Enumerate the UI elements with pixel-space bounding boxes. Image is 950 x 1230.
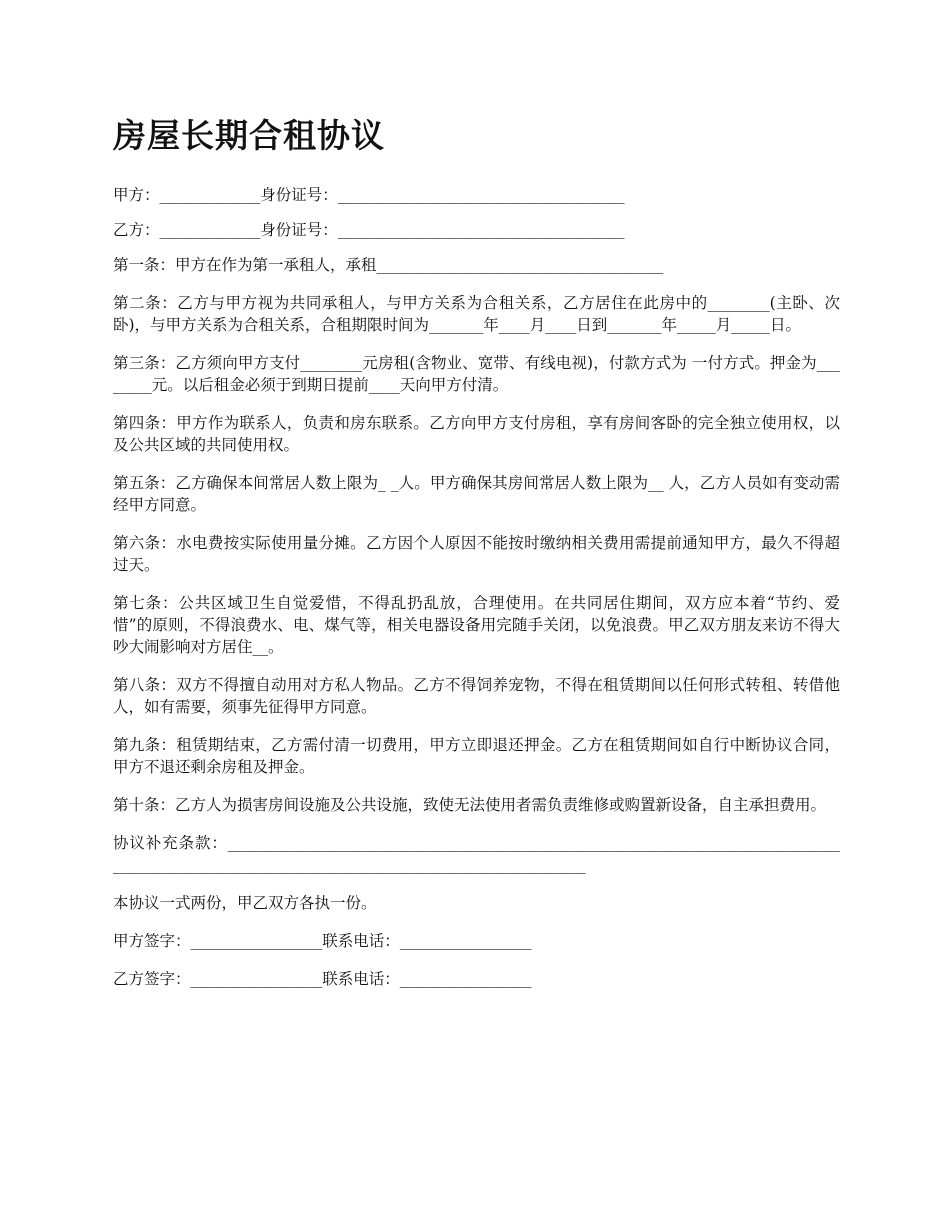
document-title: 房屋长期合租协议 (113, 116, 385, 155)
party-b-signature-line: 乙方签字：_________________联系电话：_________________ (113, 970, 532, 988)
clause-10: 第十条：乙方人为损害房间设施及公共设施，致使无法使用者需负责维修或购置新设备，自主承担费用。 (113, 796, 827, 814)
clause-3: 第三条：乙方须向甲方支付________元房租(含物业、宽带、有线电视)，付款方式为 一付方式。押金为________元。以后租金必须于到期日提前____天向甲方付清。 (113, 354, 840, 394)
party-a-line: 甲方：_____________身份证号：_____________________________________ (113, 186, 625, 204)
clause-9: 第九条：租赁期结束，乙方需付清一切费用，甲方立即退还押金。乙方在租赁期间如自行中断协议合同，甲方不退还剩余房租及押金。 (113, 736, 840, 776)
supplementary-terms: 协议补充条款：____________________________________________________________________________________________________________________________________________ (113, 834, 840, 874)
clause-8: 第八条：双方不得擅自动用对方私人物品。乙方不得饲养宠物，不得在租赁期间以任何形式转租、转借他人，如有需要，须事先征得甲方同意。 (113, 676, 840, 716)
clause-7: 第七条：公共区域卫生自觉爱惜，不得乱扔乱放，合理使用。在共同居住期间，双方应本着“节约、爱惜”的原则，不得浪费水、电、煤气等，相关电器设备用完随手关闭，以免浪费。甲乙双方朋友来访不得大吵大闹影响对方居住__。 (113, 594, 840, 656)
clause-1: 第一条：甲方在作为第一承租人，承租_____________________________________ (113, 256, 664, 274)
copies-note: 本协议一式两份，甲乙双方各执一份。 (113, 894, 377, 912)
clause-4: 第四条：甲方作为联系人，负责和房东联系。乙方向甲方支付房租，享有房间客卧的完全独立使用权，以及公共区域的共同使用权。 (113, 414, 840, 454)
party-a-signature-line: 甲方签字：_________________联系电话：_________________ (113, 932, 532, 950)
party-b-line: 乙方：_____________身份证号：_____________________________________ (113, 221, 625, 239)
agreement-document (113, 112, 840, 1006)
clause-6: 第六条：水电费按实际使用量分摊。乙方因个人原因不能按时缴纳相关费用需提前通知甲方，最久不得超过天。 (113, 534, 840, 574)
clause-2: 第二条：乙方与甲方视为共同承租人，与甲方关系为合租关系，乙方居住在此房中的________(主卧、次卧)，与甲方关系为合租关系，合租期限时间为_______年____月____日到_______年_____月_____日。 (113, 294, 840, 334)
clause-5: 第五条：乙方确保本间常居人数上限为_ _人。甲方确保其房间常居人数上限为__ 人，乙方人员如有变动需经甲方同意。 (113, 474, 840, 514)
